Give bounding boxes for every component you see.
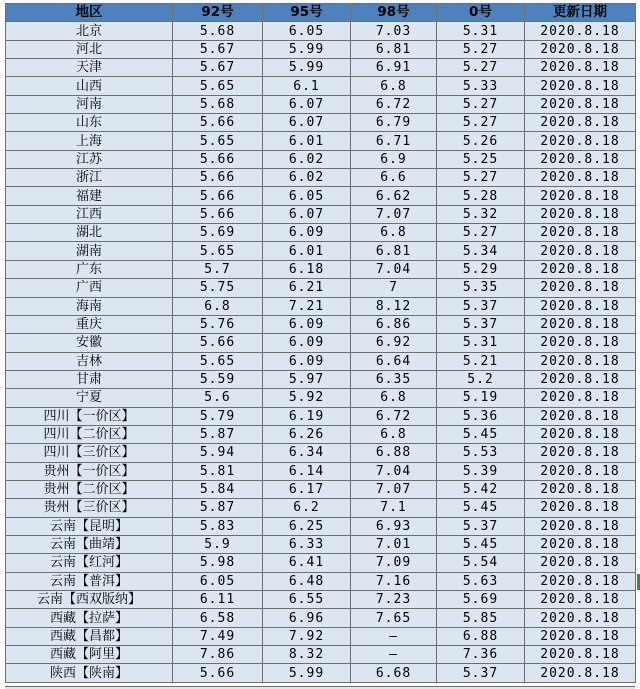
cell-update-date[interactable]: 2020.8.18 [525, 389, 636, 407]
cell-update-date[interactable]: 2020.8.18 [525, 462, 636, 480]
cell-update-date[interactable]: 2020.8.18 [525, 591, 636, 609]
cell-region[interactable]: 云南【红河】 [6, 554, 173, 572]
cell-price-0[interactable]: 7.36 [437, 646, 525, 664]
table-row [6, 187, 636, 205]
cell-update-date[interactable]: 2020.8.18 [525, 260, 636, 278]
cell-region[interactable]: 云南【西双版纳】 [6, 591, 173, 609]
table-row [6, 407, 636, 425]
cell-region[interactable]: 四川【三价区】 [6, 444, 173, 462]
cell-price-98[interactable]: 6.8 [351, 425, 437, 443]
table-row [6, 444, 636, 462]
table-row [6, 242, 636, 260]
cell-price-98[interactable]: 7.07 [351, 480, 437, 498]
cell-price-95[interactable]: 6.96 [263, 609, 351, 627]
header-98[interactable]: 98号 [351, 4, 437, 22]
cell-price-92[interactable]: 5.98 [173, 554, 263, 572]
cell-price-98[interactable]: – [351, 646, 437, 664]
cell-price-0[interactable]: 5.45 [437, 499, 525, 517]
cell-region[interactable]: 北京 [6, 22, 173, 40]
cell-price-0[interactable]: 5.32 [437, 205, 525, 223]
cell-price-98[interactable]: 7.04 [351, 462, 437, 480]
table-row [6, 150, 636, 168]
cell-price-95[interactable]: 6.33 [263, 535, 351, 553]
cell-price-0[interactable]: 5.27 [437, 114, 525, 132]
cell-price-92[interactable]: 5.76 [173, 315, 263, 333]
table-row [6, 315, 636, 333]
cell-region[interactable]: 海南 [6, 297, 173, 315]
cell-update-date[interactable]: 2020.8.18 [525, 132, 636, 150]
cell-update-date[interactable]: 2020.8.18 [525, 187, 636, 205]
cell-price-98[interactable]: 6.91 [351, 59, 437, 77]
cell-update-date[interactable]: 2020.8.18 [525, 425, 636, 443]
table-row [6, 554, 636, 572]
cell-update-date[interactable]: 2020.8.18 [525, 242, 636, 260]
cell-update-date[interactable]: 2020.8.18 [525, 169, 636, 187]
cell-price-92[interactable]: 5.87 [173, 425, 263, 443]
cell-price-92[interactable]: 6.58 [173, 609, 263, 627]
header-region[interactable]: 地区 [6, 4, 173, 22]
cell-price-98[interactable]: 6.6 [351, 169, 437, 187]
cell-price-98[interactable]: 7.16 [351, 572, 437, 590]
table-row [6, 40, 636, 58]
cell-price-0[interactable]: 5.27 [437, 40, 525, 58]
header-update-date[interactable]: 更新日期 [525, 4, 636, 22]
cell-price-98[interactable]: 6.71 [351, 132, 437, 150]
header-0[interactable]: 0号 [437, 4, 525, 22]
cell-price-95[interactable]: 6.01 [263, 132, 351, 150]
cell-price-92[interactable]: 7.49 [173, 627, 263, 645]
cell-price-95[interactable]: 5.99 [263, 40, 351, 58]
header-95[interactable]: 95号 [263, 4, 351, 22]
cell-update-date[interactable]: 2020.8.18 [525, 22, 636, 40]
cell-price-0[interactable]: 5.54 [437, 554, 525, 572]
cell-price-92[interactable]: 5.65 [173, 77, 263, 95]
cell-update-date[interactable]: 2020.8.18 [525, 77, 636, 95]
cell-region[interactable]: 云南【昆明】 [6, 517, 173, 535]
cell-region[interactable]: 江西 [6, 205, 173, 223]
cell-price-0[interactable]: 5.25 [437, 150, 525, 168]
cell-update-date[interactable]: 2020.8.18 [525, 114, 636, 132]
cell-region[interactable]: 安徽 [6, 334, 173, 352]
cell-region[interactable]: 上海 [6, 132, 173, 150]
cell-price-98[interactable]: 6.64 [351, 352, 437, 370]
table-row [6, 627, 636, 645]
cell-region[interactable]: 西藏【昌都】 [6, 627, 173, 645]
cell-price-95[interactable]: 5.99 [263, 59, 351, 77]
cell-update-date[interactable]: 2020.8.18 [525, 572, 636, 590]
cell-region[interactable]: 重庆 [6, 315, 173, 333]
cell-update-date[interactable]: 2020.8.18 [525, 627, 636, 645]
cell-region[interactable]: 宁夏 [6, 389, 173, 407]
cell-price-98[interactable]: 6.72 [351, 95, 437, 113]
table-row [6, 389, 636, 407]
cell-price-92[interactable]: 5.9 [173, 535, 263, 553]
cell-price-98[interactable]: 6.8 [351, 77, 437, 95]
cell-update-date[interactable]: 2020.8.18 [525, 370, 636, 388]
header-row [6, 4, 636, 22]
cell-price-98[interactable]: 7.09 [351, 554, 437, 572]
cell-region[interactable]: 贵州【一价区】 [6, 462, 173, 480]
table-row [6, 334, 636, 352]
table-row [6, 572, 636, 590]
cell-price-98[interactable]: 6.8 [351, 224, 437, 242]
cell-region[interactable]: 广东 [6, 260, 173, 278]
cell-price-92[interactable]: 5.66 [173, 114, 263, 132]
cell-price-95[interactable]: 6.05 [263, 22, 351, 40]
cell-price-92[interactable]: 5.81 [173, 462, 263, 480]
cell-price-98[interactable]: 6.72 [351, 407, 437, 425]
cell-update-date[interactable]: 2020.8.18 [525, 59, 636, 77]
cell-price-98[interactable]: 6.79 [351, 114, 437, 132]
cell-update-date[interactable]: 2020.8.18 [525, 334, 636, 352]
cell-price-98[interactable]: 6.93 [351, 517, 437, 535]
table-row [6, 22, 636, 40]
table-row [6, 132, 636, 150]
cell-price-98[interactable]: 7.65 [351, 609, 437, 627]
cell-region[interactable]: 河南 [6, 95, 173, 113]
table-row [6, 517, 636, 535]
cell-price-98[interactable]: 6.8 [351, 389, 437, 407]
cell-update-date[interactable]: 2020.8.18 [525, 480, 636, 498]
cell-price-95[interactable]: 6.2 [263, 499, 351, 517]
cell-region[interactable]: 云南【普洱】 [6, 572, 173, 590]
cell-price-0[interactable]: 5.31 [437, 334, 525, 352]
table-row [6, 260, 636, 278]
cell-update-date[interactable]: 2020.8.18 [525, 40, 636, 58]
cell-price-95[interactable]: 8.32 [263, 646, 351, 664]
cell-price-98[interactable]: 6.92 [351, 334, 437, 352]
cell-price-92[interactable]: 5.84 [173, 480, 263, 498]
cell-price-95[interactable]: 6.1 [263, 77, 351, 95]
cell-price-98[interactable]: 7 [351, 279, 437, 297]
cell-region[interactable]: 浙江 [6, 169, 173, 187]
cell-price-92[interactable]: 6.05 [173, 572, 263, 590]
cell-price-95[interactable]: 5.99 [263, 664, 351, 682]
table-row [6, 370, 636, 388]
cell-price-0[interactable]: 5.36 [437, 407, 525, 425]
cell-price-95[interactable]: 6.41 [263, 554, 351, 572]
cell-price-0[interactable]: 5.34 [437, 242, 525, 260]
cell-price-92[interactable]: 5.7 [173, 260, 263, 278]
cell-price-95[interactable]: 6.05 [263, 187, 351, 205]
cell-update-date[interactable]: 2020.8.18 [525, 352, 636, 370]
fuel-price-table [5, 3, 636, 683]
table-row [6, 480, 636, 498]
cell-price-92[interactable]: 5.66 [173, 664, 263, 682]
cell-update-date[interactable]: 2020.8.18 [525, 646, 636, 664]
table-row [6, 169, 636, 187]
cell-price-92[interactable]: 5.94 [173, 444, 263, 462]
cell-price-0[interactable]: 5.39 [437, 462, 525, 480]
cell-price-95[interactable]: 7.21 [263, 297, 351, 315]
cell-price-92[interactable]: 6.11 [173, 591, 263, 609]
cell-price-98[interactable]: 8.12 [351, 297, 437, 315]
table-row [6, 59, 636, 77]
cell-region[interactable]: 云南【曲靖】 [6, 535, 173, 553]
cell-price-95[interactable]: 6.07 [263, 95, 351, 113]
cell-price-92[interactable]: 5.68 [173, 95, 263, 113]
cell-region[interactable]: 山西 [6, 77, 173, 95]
cell-price-95[interactable]: 6.02 [263, 150, 351, 168]
table-row [6, 646, 636, 664]
cell-price-92[interactable]: 5.68 [173, 22, 263, 40]
table-row [6, 77, 636, 95]
table-row [6, 224, 636, 242]
cell-price-95[interactable]: 7.92 [263, 627, 351, 645]
cell-price-0[interactable]: 5.31 [437, 22, 525, 40]
cell-price-0[interactable]: 5.37 [437, 517, 525, 535]
cell-price-92[interactable]: 5.87 [173, 499, 263, 517]
cell-price-98[interactable]: 7.01 [351, 535, 437, 553]
cell-update-date[interactable]: 2020.8.18 [525, 407, 636, 425]
table-row [6, 95, 636, 113]
table-row [6, 114, 636, 132]
cell-region[interactable]: 河北 [6, 40, 173, 58]
cell-update-date[interactable]: 2020.8.18 [525, 444, 636, 462]
cell-price-0[interactable]: 5.2 [437, 370, 525, 388]
table-row [6, 279, 636, 297]
table-row [6, 297, 636, 315]
cell-price-95[interactable]: 6.09 [263, 315, 351, 333]
cell-update-date[interactable]: 2020.8.18 [525, 554, 636, 572]
cell-region[interactable]: 天津 [6, 59, 173, 77]
cell-update-date[interactable]: 2020.8.18 [525, 535, 636, 553]
cell-region[interactable]: 贵州【二价区】 [6, 480, 173, 498]
cell-update-date[interactable]: 2020.8.18 [525, 279, 636, 297]
cell-price-92[interactable]: 5.59 [173, 370, 263, 388]
cell-price-95[interactable]: 6.09 [263, 334, 351, 352]
cell-price-98[interactable]: 7.1 [351, 499, 437, 517]
cell-price-98[interactable]: 7.23 [351, 591, 437, 609]
table-row [6, 425, 636, 443]
cell-price-92[interactable]: 5.65 [173, 352, 263, 370]
cell-price-95[interactable]: 6.07 [263, 114, 351, 132]
cell-price-92[interactable]: 5.75 [173, 279, 263, 297]
cell-update-date[interactable]: 2020.8.18 [525, 224, 636, 242]
cell-region[interactable]: 甘肃 [6, 370, 173, 388]
cell-price-0[interactable]: 5.85 [437, 609, 525, 627]
cell-price-95[interactable]: 6.18 [263, 260, 351, 278]
cell-price-92[interactable]: 5.79 [173, 407, 263, 425]
cell-price-95[interactable]: 5.97 [263, 370, 351, 388]
cell-price-0[interactable]: 5.45 [437, 535, 525, 553]
cell-price-0[interactable]: 5.29 [437, 260, 525, 278]
cell-price-98[interactable]: 6.86 [351, 315, 437, 333]
cell-update-date[interactable]: 2020.8.18 [525, 205, 636, 223]
cell-region[interactable]: 吉林 [6, 352, 173, 370]
cell-price-0[interactable]: 5.33 [437, 77, 525, 95]
cell-price-95[interactable]: 6.21 [263, 279, 351, 297]
cell-price-0[interactable]: 5.26 [437, 132, 525, 150]
table-row [6, 462, 636, 480]
cell-price-98[interactable]: 7.03 [351, 22, 437, 40]
table-row [6, 664, 636, 682]
cell-price-95[interactable]: 6.09 [263, 352, 351, 370]
cell-price-95[interactable]: 5.92 [263, 389, 351, 407]
cell-price-0[interactable]: 5.19 [437, 389, 525, 407]
cell-price-92[interactable]: 5.66 [173, 334, 263, 352]
cell-price-0[interactable]: 5.42 [437, 480, 525, 498]
cell-price-0[interactable]: 5.27 [437, 169, 525, 187]
cell-update-date[interactable]: 2020.8.18 [525, 664, 636, 682]
cell-price-95[interactable]: 6.02 [263, 169, 351, 187]
cell-price-95[interactable]: 6.48 [263, 572, 351, 590]
table-row [6, 535, 636, 553]
table-row [6, 609, 636, 627]
cell-price-0[interactable]: 5.37 [437, 297, 525, 315]
cell-price-95[interactable]: 6.09 [263, 224, 351, 242]
cell-region[interactable]: 湖南 [6, 242, 173, 260]
cell-price-92[interactable]: 5.65 [173, 242, 263, 260]
cell-price-0[interactable]: 5.37 [437, 315, 525, 333]
cell-update-date[interactable]: 2020.8.18 [525, 609, 636, 627]
cell-update-date[interactable]: 2020.8.18 [525, 95, 636, 113]
cell-price-98[interactable]: 6.81 [351, 40, 437, 58]
cell-price-98[interactable]: 7.07 [351, 205, 437, 223]
cell-price-98[interactable]: 6.62 [351, 187, 437, 205]
cell-price-98[interactable]: 7.04 [351, 260, 437, 278]
cell-update-date[interactable]: 2020.8.18 [525, 499, 636, 517]
cell-region[interactable]: 广西 [6, 279, 173, 297]
cell-price-0[interactable]: 5.53 [437, 444, 525, 462]
cell-price-0[interactable]: 5.27 [437, 95, 525, 113]
cell-update-date[interactable]: 2020.8.18 [525, 517, 636, 535]
cell-price-92[interactable]: 7.86 [173, 646, 263, 664]
cell-price-92[interactable]: 5.66 [173, 150, 263, 168]
cell-price-92[interactable]: 5.66 [173, 169, 263, 187]
cell-price-92[interactable]: 5.67 [173, 59, 263, 77]
cell-price-92[interactable]: 5.66 [173, 187, 263, 205]
cell-price-0[interactable]: 5.45 [437, 425, 525, 443]
table-row [6, 499, 636, 517]
header-92[interactable]: 92号 [173, 4, 263, 22]
cell-price-92[interactable]: 5.83 [173, 517, 263, 535]
cell-update-date[interactable]: 2020.8.18 [525, 315, 636, 333]
cell-price-95[interactable]: 6.01 [263, 242, 351, 260]
cell-price-95[interactable]: 6.19 [263, 407, 351, 425]
cell-price-92[interactable]: 5.67 [173, 40, 263, 58]
cell-price-98[interactable]: – [351, 627, 437, 645]
cell-price-0[interactable]: 6.88 [437, 627, 525, 645]
cell-region[interactable]: 西藏【拉萨】 [6, 609, 173, 627]
cell-region[interactable]: 福建 [6, 187, 173, 205]
cell-region[interactable]: 贵州【三价区】 [6, 499, 173, 517]
cell-price-92[interactable]: 5.69 [173, 224, 263, 242]
cell-price-0[interactable]: 5.63 [437, 572, 525, 590]
cell-region[interactable]: 西藏【阿里】 [6, 646, 173, 664]
cell-price-98[interactable]: 6.35 [351, 370, 437, 388]
cell-price-95[interactable]: 6.34 [263, 444, 351, 462]
cell-price-92[interactable]: 5.6 [173, 389, 263, 407]
cell-price-98[interactable]: 6.88 [351, 444, 437, 462]
cell-region[interactable]: 山东 [6, 114, 173, 132]
cell-price-98[interactable]: 6.81 [351, 242, 437, 260]
cell-update-date[interactable]: 2020.8.18 [525, 297, 636, 315]
cell-region[interactable]: 陕西【陕南】 [6, 664, 173, 682]
cell-price-95[interactable]: 6.07 [263, 205, 351, 223]
cell-price-0[interactable]: 5.21 [437, 352, 525, 370]
cell-price-0[interactable]: 5.27 [437, 224, 525, 242]
cell-price-98[interactable]: 6.9 [351, 150, 437, 168]
cell-region[interactable]: 江苏 [6, 150, 173, 168]
cell-price-95[interactable]: 6.17 [263, 480, 351, 498]
cell-region[interactable]: 四川【二价区】 [6, 425, 173, 443]
cell-price-92[interactable]: 6.8 [173, 297, 263, 315]
table-row [6, 591, 636, 609]
cell-price-0[interactable]: 5.37 [437, 664, 525, 682]
cell-price-95[interactable]: 6.26 [263, 425, 351, 443]
cell-price-95[interactable]: 6.14 [263, 462, 351, 480]
cell-region[interactable]: 四川【一价区】 [6, 407, 173, 425]
cell-price-95[interactable]: 6.55 [263, 591, 351, 609]
cell-price-92[interactable]: 5.66 [173, 205, 263, 223]
cell-price-0[interactable]: 5.35 [437, 279, 525, 297]
table-row [6, 205, 636, 223]
cell-price-98[interactable]: 6.68 [351, 664, 437, 682]
cell-update-date[interactable]: 2020.8.18 [525, 150, 636, 168]
cell-price-0[interactable]: 5.27 [437, 59, 525, 77]
table-row [6, 352, 636, 370]
cell-price-92[interactable]: 5.65 [173, 132, 263, 150]
cell-region[interactable]: 湖北 [6, 224, 173, 242]
cell-price-95[interactable]: 6.25 [263, 517, 351, 535]
cell-price-0[interactable]: 5.69 [437, 591, 525, 609]
cell-price-0[interactable]: 5.28 [437, 187, 525, 205]
